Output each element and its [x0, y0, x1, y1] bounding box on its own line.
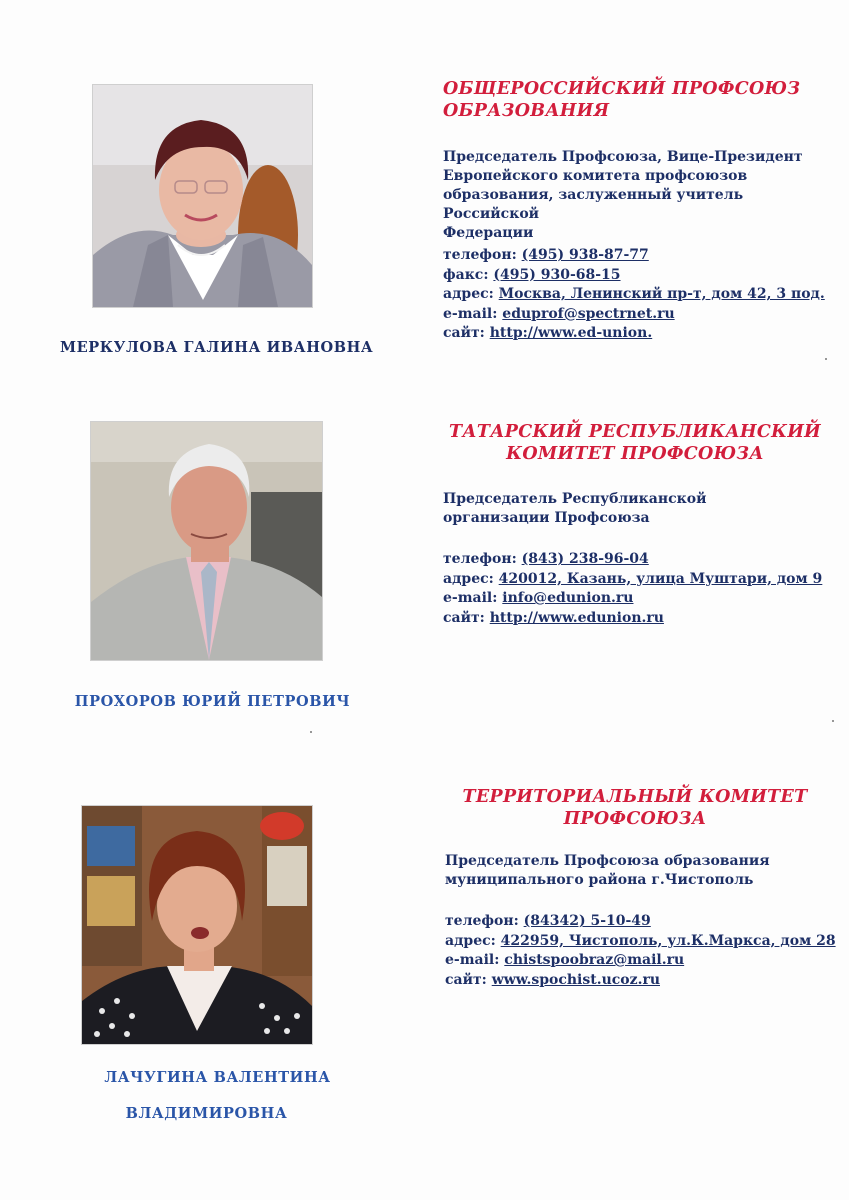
- phone-label: телефон:: [443, 551, 517, 567]
- org-title-line: ПРОФСОЮЗА: [563, 809, 707, 829]
- contact-block: [443, 246, 825, 344]
- address-value: 422959, Чистополь, ул.К.Маркса, дом 28: [500, 932, 836, 949]
- phone-label: телефон:: [445, 913, 519, 929]
- address-row: [443, 570, 822, 590]
- phone-value[interactable]: (843) 238-96-04: [521, 551, 649, 567]
- site-row: [445, 971, 836, 991]
- phone-row: [443, 550, 822, 570]
- person-name-merkulova: [60, 339, 374, 356]
- email-label: e-mail:: [443, 305, 498, 322]
- site-link[interactable]: www.spochist.ucoz.ru: [491, 971, 660, 988]
- contact-block: [443, 550, 822, 628]
- phone-value[interactable]: (84342) 5-10-49: [523, 913, 651, 929]
- email-link[interactable]: info@edunion.ru: [502, 590, 634, 606]
- email-row: [443, 589, 822, 609]
- scan-speck: [825, 358, 827, 360]
- portrait-photo-lachugina: [81, 805, 313, 1045]
- email-label: e-mail:: [443, 590, 498, 606]
- org-title-territorial-committee: [440, 786, 830, 830]
- org-title-tatar-committee: [440, 421, 830, 465]
- portrait-photo-merkulova: [92, 84, 313, 308]
- email-label: e-mail:: [445, 952, 500, 968]
- org-title-line: ОБРАЗОВАНИЯ: [443, 101, 610, 121]
- scan-speck: [310, 731, 312, 733]
- role-line: Председатель Республиканской: [443, 491, 707, 507]
- fax-value[interactable]: (495) 930-68-15: [493, 266, 621, 283]
- contact-block: [445, 912, 836, 990]
- address-value: Москва, Ленинский пр-т, дом 42, 3 под.: [498, 286, 825, 302]
- person-name-line: ВЛАДИМИРОВНА: [125, 1105, 288, 1122]
- site-row: [443, 324, 825, 344]
- role-line: Федерации: [443, 225, 534, 241]
- org-title-line: ТАТАРСКИЙ РЕСПУБЛИКАНСКИЙ: [449, 422, 821, 442]
- fax-row: [443, 266, 825, 286]
- address-label: адрес:: [445, 932, 496, 949]
- phone-value[interactable]: (495) 938-87-77: [521, 247, 649, 263]
- phone-row: [443, 246, 825, 266]
- email-row: [443, 305, 825, 325]
- address-label: адрес:: [443, 286, 494, 302]
- email-row: [445, 951, 836, 971]
- site-label: сайт:: [443, 609, 485, 626]
- org-title-all-russian-union: [443, 78, 800, 122]
- role-line: Европейского комитета профсоюзов: [443, 168, 748, 184]
- person-name-line: ПРОХОРОВ ЮРИЙ ПЕТРОВИЧ: [74, 693, 351, 710]
- role-description: [443, 490, 833, 528]
- role-description: [443, 148, 833, 243]
- site-label: сайт:: [443, 325, 485, 341]
- phone-label: телефон:: [443, 247, 517, 263]
- address-row: [445, 932, 836, 952]
- role-line: Председатель Профсоюза образования: [445, 853, 770, 869]
- address-row: [443, 285, 825, 305]
- org-title-line: КОМИТЕТ ПРОФСОЮЗА: [506, 444, 764, 464]
- org-title-line: ТЕРРИТОРИАЛЬНЫЙ КОМИТЕТ: [462, 787, 808, 807]
- site-link[interactable]: http://www.ed-union.: [489, 325, 653, 341]
- person-name-line: ЛАЧУГИНА ВАЛЕНТИНА: [104, 1069, 331, 1086]
- phone-row: [445, 912, 836, 932]
- email-link[interactable]: eduprof@spectrnet.ru: [502, 305, 675, 322]
- role-description: [445, 852, 835, 890]
- email-link[interactable]: chistspoobraz@mail.ru: [504, 952, 685, 968]
- person-name-lachugina: [60, 1060, 375, 1132]
- org-title-line: ОБЩЕРОССИЙСКИЙ ПРОФСОЮЗ: [443, 79, 801, 99]
- site-link[interactable]: http://www.edunion.ru: [489, 609, 664, 626]
- role-line: Председатель Профсоюза, Вице-Президент: [443, 149, 803, 165]
- role-line: организации Профсоюза: [443, 510, 650, 526]
- role-line: муниципального района г.Чистополь: [445, 872, 754, 888]
- scan-speck: [832, 720, 834, 722]
- portrait-photo-prokhorov: [90, 421, 323, 661]
- person-name-prokhorov: [60, 693, 365, 710]
- address-value: 420012, Казань, улица Муштари, дом 9: [498, 570, 823, 587]
- person-name-line: МЕРКУЛОВА ГАЛИНА ИВАНОВНА: [60, 339, 374, 356]
- site-row: [443, 609, 822, 629]
- site-label: сайт:: [445, 971, 487, 988]
- role-line: образования, заслуженный учитель Российской: [443, 187, 744, 222]
- address-label: адрес:: [443, 570, 494, 587]
- fax-label: факс:: [443, 266, 489, 283]
